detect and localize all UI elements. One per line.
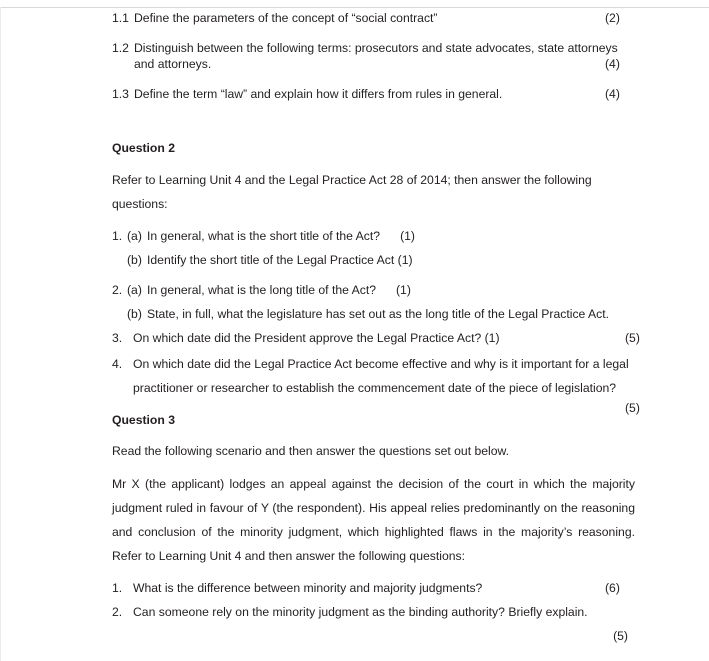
item-sub-b xyxy=(127,252,635,268)
item-mark: (4) xyxy=(605,57,620,71)
sub-question-text: State, in full, what the legislature has set out as the long title of the Legal Practice Act. xyxy=(147,307,610,321)
item-body xyxy=(133,330,635,346)
spacer xyxy=(112,596,635,604)
item-text: Distinguish between the following terms: prosecutors and state advocates, state attorneys and attorneys. xyxy=(134,41,618,71)
question-three-item-2-mark: (5) xyxy=(613,629,628,643)
item-mark: (6) xyxy=(605,581,620,595)
question-item-1-1 xyxy=(112,10,635,26)
question-three-item-2 xyxy=(112,604,635,620)
sub-label: (b) xyxy=(127,253,142,267)
sub-mark: (5) xyxy=(625,331,640,345)
question-three-intro: Read the following scenario and then answer the questions set out below. xyxy=(112,444,510,458)
spacer xyxy=(112,322,635,330)
spacer xyxy=(112,26,635,40)
item-text: Define the term “law” and explain how it differs from rules in general. xyxy=(134,87,503,101)
item-number: 1. xyxy=(112,581,123,595)
item-number: 2. xyxy=(112,283,123,297)
spacer xyxy=(112,102,635,130)
item-number: 1. xyxy=(112,229,123,243)
item-text: On which date did the President approve the Legal Practice Act? (1) xyxy=(133,331,500,345)
question-three-heading: Question 3 xyxy=(112,413,175,427)
item-sub-a xyxy=(127,282,635,298)
sub-text xyxy=(147,228,635,244)
spacer xyxy=(112,268,635,282)
question-three-section xyxy=(112,412,635,644)
question-two-intro: Refer to Learning Unit 4 and the Legal Practice Act 28 of 2014; then answer the following questions: xyxy=(112,173,592,211)
item-body xyxy=(134,10,635,26)
item-body xyxy=(133,352,640,415)
spacer xyxy=(112,620,635,628)
spacer xyxy=(112,216,635,228)
question-two-section xyxy=(112,140,640,415)
spacer xyxy=(112,400,635,412)
item-body xyxy=(133,580,635,596)
sub-label: (a) xyxy=(127,283,142,297)
document-content xyxy=(112,10,640,644)
item-mark: (4) xyxy=(605,87,620,101)
item-body xyxy=(133,604,635,620)
item-text: On which date did the Legal Practice Act become effective and why is it important for a legal practitioner or researcher to establish the commencement date of the piece of legislation? xyxy=(133,357,629,395)
sub-label: (a) xyxy=(127,229,142,243)
page-top-rule xyxy=(0,7,709,8)
item-sub-a xyxy=(127,228,635,244)
question-two-item-4 xyxy=(112,352,640,415)
question-one-items xyxy=(112,10,635,102)
sub-mark: (1) xyxy=(400,229,415,243)
item-mark: (2) xyxy=(605,11,620,25)
spacer xyxy=(112,428,635,440)
sub-question-text: In general, what is the short title of the Act? xyxy=(147,229,381,243)
sub-text xyxy=(147,282,635,298)
item-body xyxy=(127,228,635,268)
sub-label: (b) xyxy=(127,307,142,321)
spacer xyxy=(112,568,635,580)
item-body xyxy=(134,40,635,72)
question-three-item-1 xyxy=(112,580,635,596)
sub-text: Identify the short title of the Legal Practice Act (1) xyxy=(147,253,413,267)
item-number: 1.3 xyxy=(112,87,129,101)
question-three-scenario: Mr X (the applicant) lodges an appeal against the decision of the court in which the majority judgment ruled in favour of Y (the respondent). His appeal relies predominantly on the reasoning and conclusion of the minority judgment, which highlighted flaws in the majority’s reasoning. Refer to Learning Unit 4 and then answer the following questions: xyxy=(112,477,635,563)
page-left-edge xyxy=(0,7,1,661)
spacer xyxy=(112,462,635,472)
item-number: 2. xyxy=(112,605,123,619)
item-text: Can someone rely on the minority judgment as the binding authority? Briefly explain. xyxy=(133,605,588,619)
item-number: 1.2 xyxy=(112,41,129,55)
sub-mark: (1) xyxy=(396,283,411,297)
spacer xyxy=(112,72,635,86)
question-item-1-3 xyxy=(112,86,635,102)
item-number: 3. xyxy=(112,331,123,345)
question-two-heading: Question 2 xyxy=(112,141,175,155)
spacer xyxy=(112,156,635,168)
spacer xyxy=(112,130,635,140)
item-number: 4. xyxy=(112,357,123,371)
item-body xyxy=(134,86,635,102)
question-two-item-3 xyxy=(112,330,635,346)
item-mark: (5) xyxy=(625,401,640,415)
item-text: What is the difference between minority and majority judgments? xyxy=(133,581,483,595)
item-text: Define the parameters of the concept of “social contract” xyxy=(134,11,438,25)
question-two-item-1 xyxy=(112,228,635,268)
sub-question-text: In general, what is the long title of the Act? xyxy=(147,283,376,297)
question-item-1-2 xyxy=(112,40,635,72)
item-number: 1.1 xyxy=(112,11,129,25)
